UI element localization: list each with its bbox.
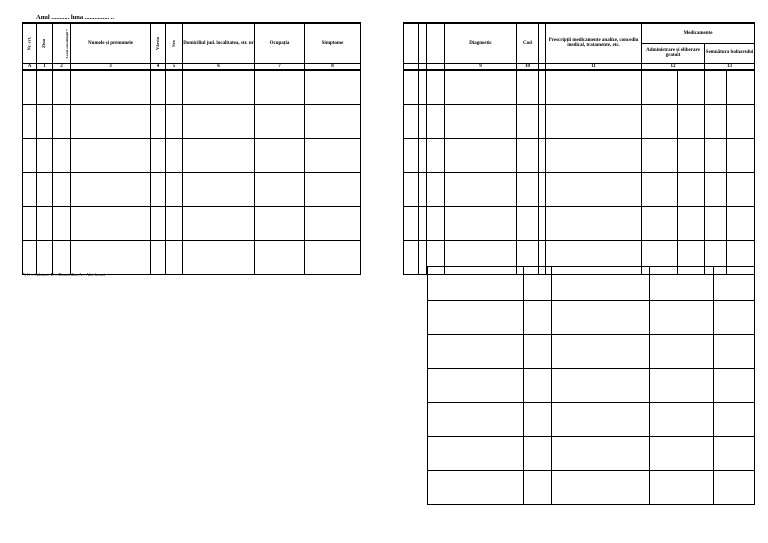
table-cell[interactable] [705, 138, 727, 172]
table-row [404, 104, 755, 138]
table-row [404, 70, 755, 104]
table-cell[interactable] [445, 104, 517, 138]
table-cell[interactable] [255, 104, 305, 138]
table-cell[interactable] [714, 437, 755, 471]
table-cell[interactable] [71, 172, 151, 206]
table-cell[interactable] [642, 70, 678, 104]
table-cell[interactable] [53, 138, 71, 172]
table-row [428, 335, 755, 369]
table-cell[interactable] [166, 70, 183, 104]
table-cell[interactable] [71, 138, 151, 172]
table-cell[interactable] [546, 70, 642, 104]
table-cell[interactable] [183, 240, 255, 274]
table-cell[interactable] [255, 240, 305, 274]
table-cell[interactable] [727, 138, 755, 172]
register-right-table [403, 22, 755, 275]
code-13: 13 [705, 63, 755, 70]
table-cell[interactable] [705, 70, 727, 104]
register-title: Anul ........... luna ............... .. [36, 14, 115, 21]
table-row [428, 403, 755, 437]
table-cell[interactable] [305, 70, 361, 104]
table-cell[interactable] [552, 335, 650, 369]
code-row [23, 63, 361, 70]
code-9: 9 [445, 63, 517, 70]
table-cell[interactable] [524, 335, 552, 369]
table-cell[interactable] [151, 240, 166, 274]
code-10: 10 [517, 63, 539, 70]
table-cell[interactable] [517, 206, 539, 240]
table-cell[interactable] [255, 172, 305, 206]
table-cell[interactable] [37, 70, 53, 104]
table-cell[interactable] [714, 267, 755, 301]
table-row [23, 240, 361, 274]
table-cell[interactable] [642, 206, 678, 240]
table-cell[interactable] [727, 206, 755, 240]
table-cell[interactable] [539, 172, 546, 206]
table-cell[interactable] [678, 206, 705, 240]
table-cell[interactable] [53, 70, 71, 104]
table-cell[interactable] [705, 172, 727, 206]
table-cell[interactable] [305, 240, 361, 274]
header-varsta: Vârsta [154, 36, 160, 50]
table-cell[interactable] [305, 138, 361, 172]
table-cell[interactable] [166, 206, 183, 240]
table-cell[interactable] [517, 172, 539, 206]
table-cell[interactable] [546, 104, 642, 138]
table-cell[interactable] [166, 104, 183, 138]
table-cell[interactable] [650, 335, 714, 369]
table-cell[interactable] [151, 172, 166, 206]
table-row [23, 70, 361, 104]
header-ocupatia: Ocupația [255, 23, 305, 63]
header-cod: Cod [517, 23, 539, 63]
header-nr-crt: Nr. crt. [26, 36, 32, 50]
table-cell[interactable] [705, 104, 727, 138]
table-cell[interactable] [427, 172, 445, 206]
table-cell[interactable] [166, 240, 183, 274]
code-7: 7 [255, 63, 305, 70]
table-cell[interactable] [445, 172, 517, 206]
table-cell[interactable] [37, 240, 53, 274]
header-medicamente: Medicamente [642, 23, 755, 43]
right-header-row-1 [404, 23, 755, 43]
table-cell[interactable] [427, 104, 445, 138]
table-cell[interactable] [23, 104, 37, 138]
table-cell[interactable] [650, 267, 714, 301]
code-5: 5 [166, 63, 183, 70]
table-cell[interactable] [427, 70, 445, 104]
code-6: 6 [183, 63, 255, 70]
table-cell[interactable] [305, 206, 361, 240]
table-cell[interactable] [419, 70, 427, 104]
table-cell[interactable] [404, 104, 419, 138]
table-cell[interactable] [428, 471, 524, 505]
table-cell[interactable] [428, 335, 524, 369]
table-cell[interactable] [714, 471, 755, 505]
code-3: 3 [71, 63, 151, 70]
table-cell[interactable] [71, 104, 151, 138]
table-cell[interactable] [642, 138, 678, 172]
header-domiciliul: Domiciliul jud. localitatea, str. nr [183, 23, 255, 63]
table-cell[interactable] [552, 471, 650, 505]
table-cell[interactable] [53, 172, 71, 206]
table-cell[interactable] [727, 104, 755, 138]
table-cell[interactable] [183, 138, 255, 172]
table-cell[interactable] [678, 104, 705, 138]
table-cell[interactable] [546, 172, 642, 206]
table-cell[interactable] [53, 206, 71, 240]
table-cell[interactable] [445, 70, 517, 104]
table-cell[interactable] [678, 70, 705, 104]
table-cell[interactable] [71, 240, 151, 274]
table-cell[interactable] [524, 403, 552, 437]
table-cell[interactable] [404, 138, 419, 172]
table-cell[interactable] [255, 70, 305, 104]
table-cell[interactable] [305, 172, 361, 206]
table-cell[interactable] [714, 369, 755, 403]
table-cell[interactable] [642, 104, 678, 138]
code-4: 4 [151, 63, 166, 70]
table-cell[interactable] [428, 301, 524, 335]
table-cell[interactable] [151, 138, 166, 172]
table-row [428, 267, 755, 301]
table-row [23, 206, 361, 240]
table-cell[interactable] [427, 206, 445, 240]
table-cell[interactable] [23, 172, 37, 206]
table-cell[interactable] [539, 138, 546, 172]
table-cell[interactable] [151, 70, 166, 104]
table-cell[interactable] [428, 369, 524, 403]
table-row [428, 471, 755, 505]
table-cell[interactable] [427, 138, 445, 172]
table-cell[interactable] [428, 437, 524, 471]
table-cell[interactable] [151, 206, 166, 240]
table-cell[interactable] [539, 104, 546, 138]
table-cell[interactable] [23, 240, 37, 274]
table-cell[interactable] [23, 70, 37, 104]
table-cell[interactable] [255, 206, 305, 240]
table-cell[interactable] [428, 403, 524, 437]
table-cell[interactable] [524, 369, 552, 403]
table-row [428, 369, 755, 403]
code-a: A [23, 63, 37, 70]
table-cell[interactable] [650, 437, 714, 471]
table-cell[interactable] [53, 240, 71, 274]
table-row [428, 437, 755, 471]
table-row [428, 301, 755, 335]
register-left-table [22, 22, 361, 275]
table-cell[interactable] [524, 301, 552, 335]
table-cell[interactable] [419, 104, 427, 138]
table-cell[interactable] [524, 267, 552, 301]
table-cell[interactable] [428, 267, 524, 301]
table-row [404, 138, 755, 172]
table-cell[interactable] [445, 206, 517, 240]
table-cell[interactable] [23, 206, 37, 240]
table-cell[interactable] [650, 471, 714, 505]
table-cell[interactable] [419, 206, 427, 240]
header-semnatura: Semnătura bolnavului [705, 43, 755, 63]
table-cell[interactable] [517, 104, 539, 138]
header-diagnostic: Diagnostic [445, 23, 517, 63]
table-cell[interactable] [552, 267, 650, 301]
code-8: 8 [305, 63, 361, 70]
table-cell[interactable] [183, 70, 255, 104]
table-cell[interactable] [517, 70, 539, 104]
table-cell[interactable] [524, 437, 552, 471]
table-cell[interactable] [517, 138, 539, 172]
table-cell[interactable] [546, 138, 642, 172]
table-cell[interactable] [183, 172, 255, 206]
table-cell[interactable] [255, 138, 305, 172]
header-locul: Locul consultației * [64, 28, 69, 58]
table-cell[interactable] [404, 172, 419, 206]
table-cell[interactable] [419, 138, 427, 172]
table-cell[interactable] [71, 206, 151, 240]
table-cell[interactable] [404, 70, 419, 104]
header-ziua: Ziua [41, 38, 47, 48]
table-cell[interactable] [539, 206, 546, 240]
table-cell[interactable] [37, 172, 53, 206]
table-cell[interactable] [166, 172, 183, 206]
table-cell[interactable] [404, 240, 419, 274]
table-cell[interactable] [445, 138, 517, 172]
code-11: 11 [546, 63, 642, 70]
table-cell[interactable] [650, 369, 714, 403]
header-administrare: Administrare și eliberare gratuit [642, 43, 705, 63]
table-cell[interactable] [419, 240, 427, 274]
code-1: 1 [37, 63, 53, 70]
table-cell[interactable] [23, 138, 37, 172]
table-cell[interactable] [727, 70, 755, 104]
table-cell[interactable] [678, 172, 705, 206]
code-2: 2 [53, 63, 71, 70]
table-cell[interactable] [53, 104, 71, 138]
table-row [23, 138, 361, 172]
table-row [23, 104, 361, 138]
table-cell[interactable] [37, 104, 53, 138]
table-cell[interactable] [183, 206, 255, 240]
table-cell[interactable] [539, 70, 546, 104]
table-cell[interactable] [151, 104, 166, 138]
table-cell[interactable] [642, 172, 678, 206]
table-cell[interactable] [714, 335, 755, 369]
register-continuation-table [427, 266, 755, 505]
header-simptome: Simptome [305, 23, 361, 63]
table-cell[interactable] [524, 471, 552, 505]
table-cell[interactable] [71, 70, 151, 104]
table-cell[interactable] [714, 301, 755, 335]
table-cell[interactable] [714, 403, 755, 437]
table-cell[interactable] [552, 369, 650, 403]
table-cell[interactable] [650, 403, 714, 437]
table-cell[interactable] [546, 206, 642, 240]
table-cell[interactable] [37, 206, 53, 240]
table-row [23, 172, 361, 206]
header-sex: Sex [170, 39, 176, 47]
table-row [404, 172, 755, 206]
header-nume: Numele și prenumele [71, 23, 151, 63]
table-cell[interactable] [552, 437, 650, 471]
header-prescriptii: Prescripții medicamente analize, concediu medical, tratamente, etc. [546, 23, 642, 63]
table-cell[interactable] [183, 104, 255, 138]
code-12: 12 [642, 63, 705, 70]
table-cell[interactable] [650, 301, 714, 335]
table-cell[interactable] [727, 172, 755, 206]
table-cell[interactable] [552, 301, 650, 335]
footnote: *) C – Cabinet, D – Domiciliu, A – Alte locuri [22, 272, 106, 277]
right-code-row [404, 63, 755, 70]
table-cell[interactable] [419, 172, 427, 206]
table-cell[interactable] [37, 138, 53, 172]
table-cell[interactable] [166, 138, 183, 172]
table-cell[interactable] [678, 138, 705, 172]
table-cell[interactable] [305, 104, 361, 138]
table-cell[interactable] [552, 403, 650, 437]
table-cell[interactable] [705, 206, 727, 240]
table-row [404, 206, 755, 240]
table-cell[interactable] [404, 206, 419, 240]
header-row [23, 23, 361, 63]
